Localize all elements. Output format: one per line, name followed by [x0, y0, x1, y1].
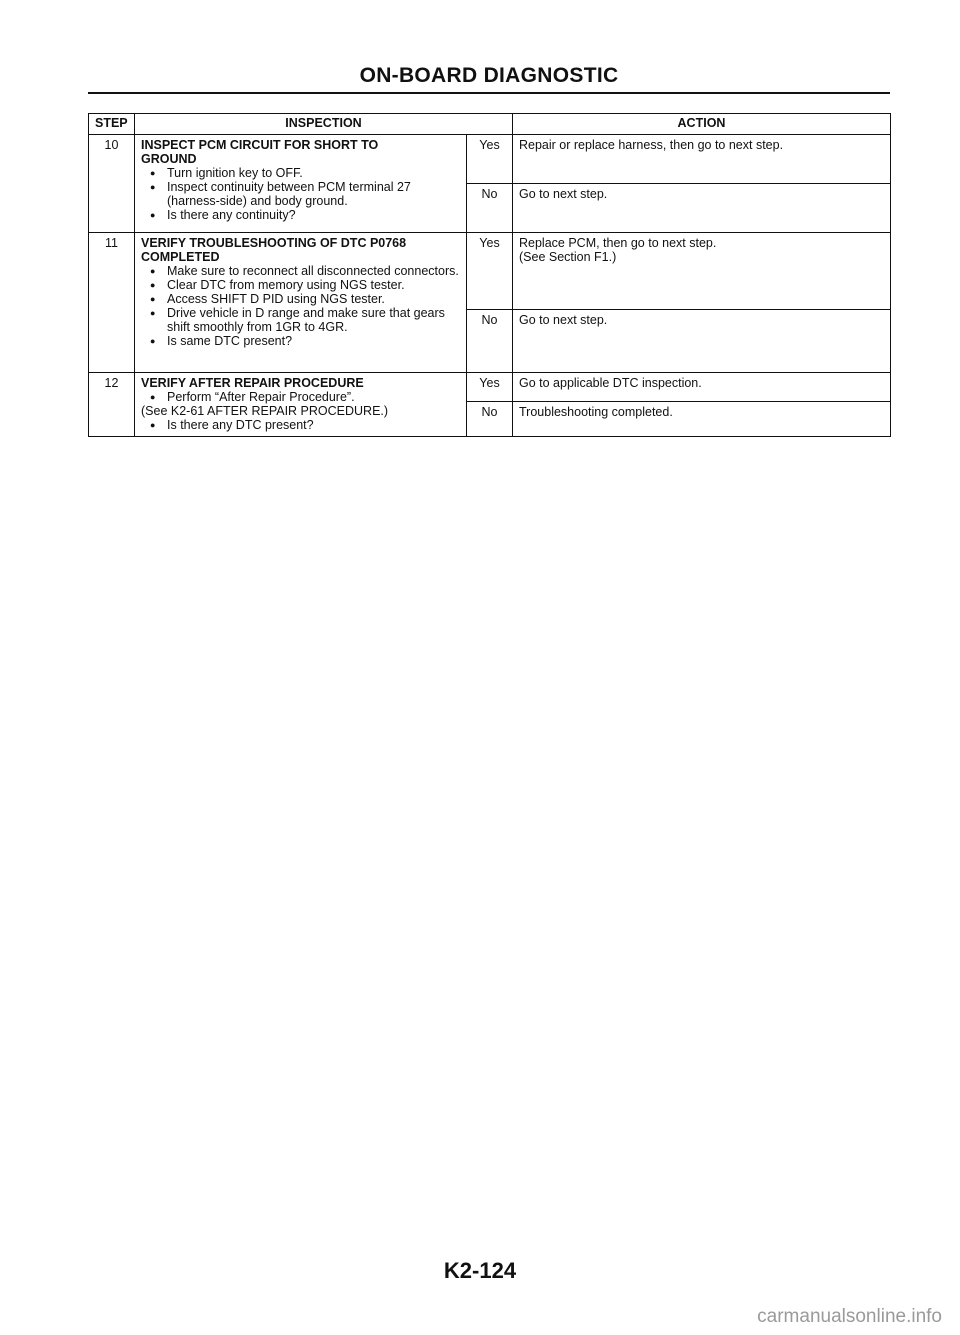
list-item: ● Drive vehicle in D range and make sure that gears shift smoothly from 1GR to 4GR.: [141, 306, 460, 334]
inspection-cell: [135, 233, 467, 373]
inspection-cell: [135, 135, 467, 233]
list-item: ● Make sure to reconnect all disconnected connectors.: [141, 264, 460, 278]
page-title: ON-BOARD DIAGNOSTIC: [359, 64, 619, 87]
column-header-step: STEP: [89, 114, 135, 135]
inspection-bullets: [141, 264, 460, 348]
list-item: ● Is same DTC present?: [141, 334, 460, 348]
table-row: [89, 135, 891, 184]
list-item: ● Perform “After Repair Procedure”.: [141, 390, 460, 404]
inspection-bullets: [141, 166, 460, 222]
action-cell: Go to applicable DTC inspection.: [513, 373, 891, 402]
answer-no: No: [467, 310, 513, 373]
column-header-action: ACTION: [513, 114, 891, 135]
list-item: ● Clear DTC from memory using NGS tester.: [141, 278, 460, 292]
action-cell: Replace PCM, then go to next step. (See Section F1.): [513, 233, 891, 310]
diagnostic-table: [88, 113, 891, 437]
column-header-inspection: INSPECTION: [135, 114, 513, 135]
inspection-title: VERIFY AFTER REPAIR PROCEDURE: [141, 376, 364, 390]
table-header-row: [89, 114, 891, 135]
action-cell: Repair or replace harness, then go to next step.: [513, 135, 891, 184]
table-row: [89, 373, 891, 402]
inspection-title: VERIFY TROUBLESHOOTING OF DTC P0768 COMPLETED: [141, 236, 407, 264]
title-rule: [88, 92, 890, 94]
reference-note: (See K2-61 AFTER REPAIR PROCEDURE.): [141, 404, 389, 418]
watermark: carmanualsonline.info: [757, 1306, 942, 1327]
step-number: 12: [89, 373, 135, 437]
inspection-bullets: [141, 418, 460, 432]
answer-no: No: [467, 184, 513, 233]
page-header: [88, 64, 890, 94]
list-item: ● Is there any DTC present?: [141, 418, 460, 432]
list-item: ● Inspect continuity between PCM terminal 27 (harness-side) and body ground.: [141, 180, 460, 208]
step-number: 11: [89, 233, 135, 373]
list-item: ● Is there any continuity?: [141, 208, 460, 222]
answer-yes: Yes: [467, 135, 513, 184]
list-item: ● Access SHIFT D PID using NGS tester.: [141, 292, 460, 306]
page-number: K2-124: [443, 1258, 517, 1283]
table-row: [89, 233, 891, 310]
answer-yes: Yes: [467, 233, 513, 310]
step-number: 10: [89, 135, 135, 233]
action-cell: Go to next step.: [513, 184, 891, 233]
action-cell: Go to next step.: [513, 310, 891, 373]
inspection-title: INSPECT PCM CIRCUIT FOR SHORT TO GROUND: [141, 138, 379, 166]
answer-no: No: [467, 402, 513, 437]
inspection-cell: [135, 373, 467, 437]
action-cell: Troubleshooting completed.: [513, 402, 891, 437]
list-item: ● Turn ignition key to OFF.: [141, 166, 460, 180]
inspection-bullets: [141, 390, 460, 404]
answer-yes: Yes: [467, 373, 513, 402]
